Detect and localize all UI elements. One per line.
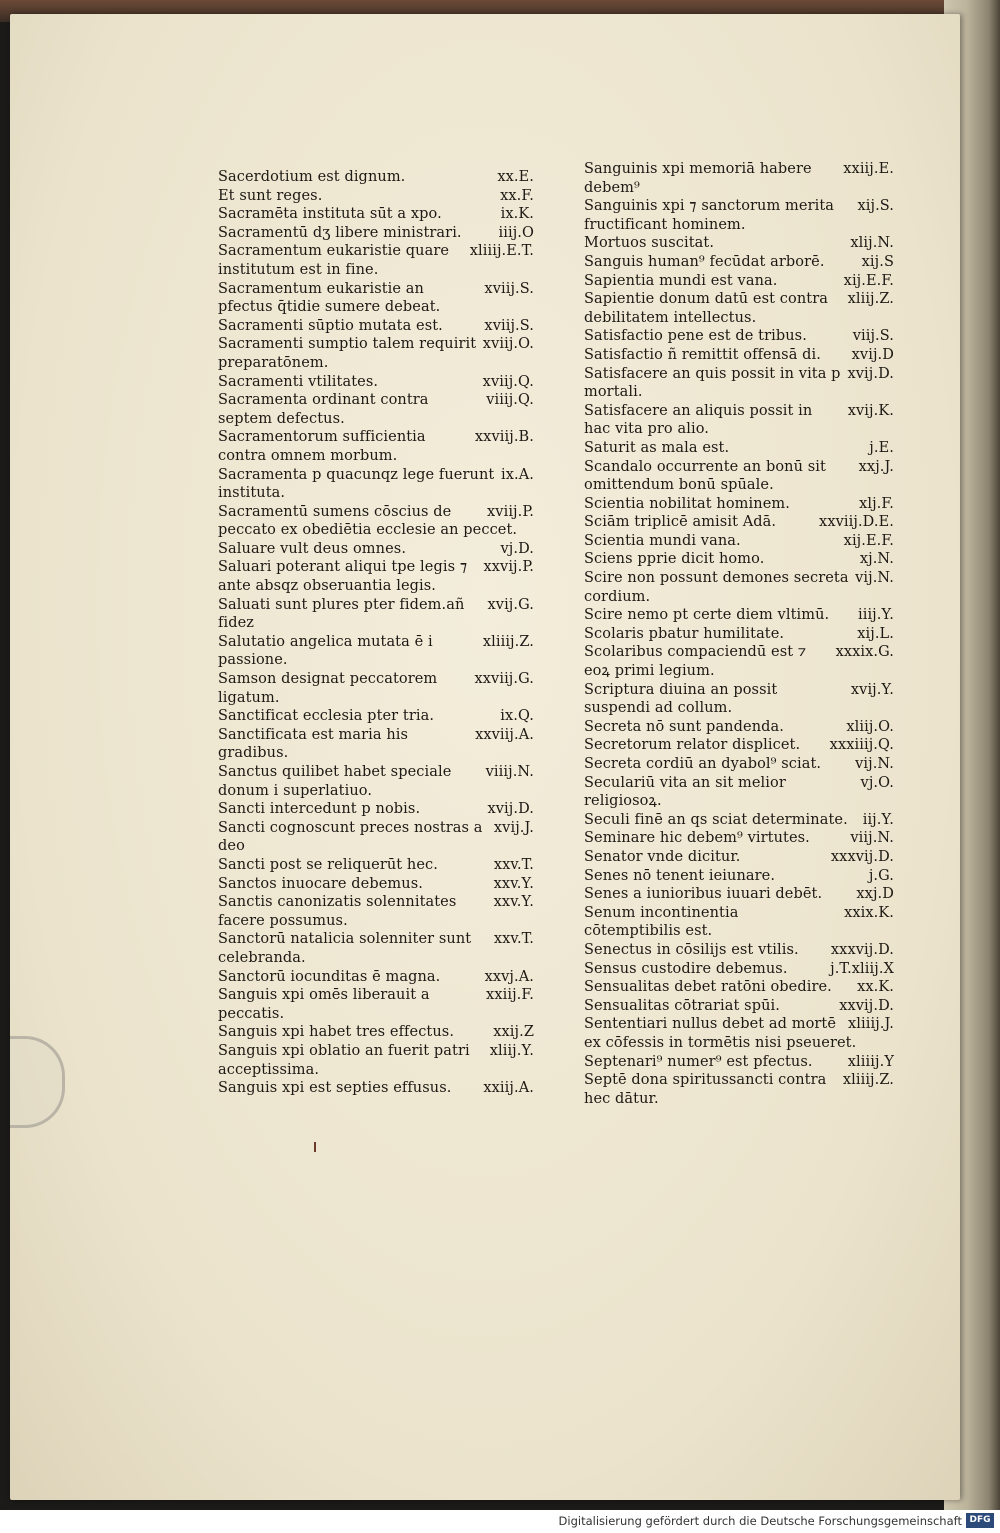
- index-entry: [218, 558, 534, 595]
- index-entry: [584, 885, 894, 904]
- entry-reference: xxxix.G.: [835, 644, 894, 661]
- entry-reference: j.G.: [868, 867, 894, 884]
- ink-mark: [314, 1142, 316, 1152]
- index-entry: [584, 197, 894, 234]
- entry-reference: xvij.K.: [847, 402, 894, 419]
- index-entry: [218, 168, 534, 187]
- entry-reference: xxj.J.: [858, 458, 894, 475]
- entry-reference: xxviij.B.: [474, 429, 534, 446]
- entry-reference: xxvij.P.: [483, 559, 534, 576]
- entry-text: Scolaris pbatur humilitate.: [584, 625, 785, 642]
- entry-text: Senectus in cōsilijs est vtilis.: [584, 941, 799, 958]
- index-entry: [584, 625, 894, 644]
- index-entry: [584, 1015, 894, 1052]
- entry-text: Sanguinis xpi memoriā habere debem⁹: [584, 161, 812, 196]
- entry-reference: j.E.: [869, 439, 894, 456]
- index-entry: [584, 755, 894, 774]
- index-entry: [584, 569, 894, 606]
- index-entry: [584, 848, 894, 867]
- entry-reference: xx.K.: [857, 979, 894, 996]
- index-entry: [218, 391, 534, 428]
- index-entry: [584, 867, 894, 886]
- index-entry: [218, 819, 534, 856]
- entry-text: Sacramentū sumens cōscius de peccato ex obediētia ecclesie an peccet.: [218, 503, 518, 539]
- index-entry: [218, 1023, 534, 1042]
- index-entry: [584, 458, 894, 495]
- entry-text: Sacramenti sūptio mutata est.: [218, 317, 443, 334]
- index-entry: [218, 726, 534, 763]
- index-entry: [218, 205, 534, 224]
- index-entry: [218, 280, 534, 317]
- entry-reference: xij.L.: [857, 625, 894, 642]
- index-entry: [584, 253, 894, 272]
- entry-text: Secreta nō sunt pandenda.: [584, 718, 784, 735]
- index-entry: [584, 681, 894, 718]
- entry-text: Sacramenta p quacunqz lege fuerunt instituta.: [218, 466, 495, 502]
- entry-text: Et sunt reges.: [218, 187, 323, 204]
- index-entry: [218, 224, 534, 243]
- entry-reference: xj.N.: [859, 551, 894, 568]
- entry-text: Sanctificata est maria his gradibus.: [218, 726, 409, 762]
- entry-text: Sciām triplicē amisit Adā.: [584, 514, 777, 531]
- entry-text: Sanguis xpi oblatio an fuerit patri acceptissima.: [218, 1042, 470, 1078]
- entry-text: Scire nemo pt certe diem vltimū.: [584, 607, 830, 624]
- entry-text: Sanctus quilibet habet speciale donum i superlatiuo.: [218, 764, 452, 799]
- index-entry: [218, 242, 534, 279]
- entry-text: Senum incontinentia cōtemptibilis est.: [584, 904, 739, 940]
- entry-text: Sacramenti vtilitates.: [218, 373, 379, 390]
- entry-text: Scire non possunt demones secreta cordium.: [584, 570, 849, 605]
- footer-credit: Digitalisierung gefördert durch die Deutsche Forschungsgemeinschaft: [558, 1514, 962, 1528]
- entry-reference: xxij.Z: [493, 1024, 534, 1041]
- entry-text: Sanguis human⁹ fecūdat arborē.: [584, 253, 825, 270]
- entry-reference: viij.N.: [850, 830, 894, 847]
- index-entry: [584, 327, 894, 346]
- page-clip: [10, 1036, 65, 1128]
- index-entry: [584, 978, 894, 997]
- entry-text: Saluari poterant aliqui tpe legis ⁊ ante absqz obseruantia legis.: [218, 559, 468, 595]
- index-entry: [584, 736, 894, 755]
- entry-text: Sensualitas debet ratōni obedire.: [584, 979, 832, 996]
- index-column-right: [584, 160, 894, 1108]
- index-entry: [218, 596, 534, 633]
- index-entry: [218, 893, 534, 930]
- entry-text: Scandalo occurrente an bonū sit omittendum bonū spūale.: [584, 458, 826, 494]
- entry-text: Sensus custodire debemus.: [584, 960, 788, 977]
- entry-reference: xxv.T.: [493, 931, 534, 948]
- entry-text: Sanctorū iocunditas ē magna.: [218, 968, 441, 985]
- entry-reference: ix.K.: [500, 206, 534, 223]
- entry-reference: xxiij.E.: [843, 161, 894, 177]
- entry-reference: xxiij.A.: [483, 1080, 534, 1097]
- index-entry: [584, 1053, 894, 1072]
- entry-reference: xliiij.Y: [847, 1053, 894, 1070]
- index-entry: [584, 829, 894, 848]
- entry-text: Scientia mundi vana.: [584, 532, 741, 549]
- entry-reference: ix.A.: [500, 466, 534, 483]
- index-entry: [218, 800, 534, 819]
- entry-text: Saluati sunt plures pter fidem.añ fidez: [218, 596, 465, 632]
- index-entry: [218, 707, 534, 726]
- entry-text: Sanguinis xpi ⁊ sanctorum merita fructificant hominem.: [584, 198, 835, 233]
- entry-reference: xviij.P.: [487, 503, 534, 520]
- dfg-logo: DFG: [966, 1513, 994, 1528]
- entry-text: Mortuos suscitat.: [584, 235, 715, 252]
- entry-text: Sacramēta instituta sūt a xpo.: [218, 206, 442, 223]
- entry-text: Sanctis canonizatis solennitates facere possumus.: [218, 894, 457, 929]
- entry-text: Sapientia mundi est vana.: [584, 272, 778, 289]
- entry-reference: xliij.O.: [846, 718, 894, 735]
- entry-text: Sancti post se reliquerūt hec.: [218, 856, 438, 873]
- entry-reference: xxviij.D.E.: [819, 514, 894, 531]
- entry-text: Sacramentū dʒ libere ministrari.: [218, 224, 462, 241]
- index-entry: [218, 1079, 534, 1098]
- index-entry: [218, 466, 534, 503]
- entry-reference: xx.F.: [500, 187, 534, 204]
- entry-text: Sciens pprie dicit homo.: [584, 551, 765, 568]
- index-entry: [584, 606, 894, 625]
- entry-text: Salutatio angelica mutata ē i passione.: [218, 633, 433, 669]
- entry-reference: xvij.Y.: [850, 681, 894, 698]
- entry-reference: xvij.J.: [493, 819, 534, 836]
- entry-reference: xliiij.J.: [847, 1016, 894, 1033]
- entry-text: Sanctos inuocare debemus.: [218, 875, 423, 892]
- entry-text: Sanguis xpi habet tres effectus.: [218, 1024, 455, 1041]
- entry-text: Sanctificat ecclesia pter tria.: [218, 708, 435, 725]
- entry-text: Satisfactio ñ remittit offensā di.: [584, 346, 821, 363]
- entry-text: Satisfacere an aliquis possit in hac vita pro alio.: [584, 402, 813, 438]
- entry-reference: iij.Y.: [862, 811, 894, 828]
- entry-text: Sancti cognoscunt preces nostras a deo: [218, 819, 483, 855]
- entry-text: Saturit as mala est.: [584, 439, 730, 456]
- entry-reference: xvij.D: [851, 346, 894, 363]
- footer-bar: [0, 1510, 1000, 1533]
- entry-text: Satisfactio pene est de tribus.: [584, 328, 807, 345]
- index-entry: [584, 550, 894, 569]
- entry-reference: xij.S: [861, 253, 894, 270]
- entry-text: Sacramentorum sufficientia contra omnem morbum.: [218, 429, 426, 464]
- entry-reference: vj.O.: [860, 774, 894, 791]
- entry-reference: xviij.O.: [482, 336, 534, 353]
- index-entry: [584, 718, 894, 737]
- entry-reference: xliij.Z.: [847, 291, 894, 308]
- entry-reference: xxvij.D.: [839, 997, 894, 1014]
- entry-reference: xxv.Y.: [493, 894, 534, 911]
- entry-reference: vj.D.: [500, 540, 534, 557]
- index-entry: [584, 346, 894, 365]
- entry-text: Secreta cordiū an dyabol⁹ sciat.: [584, 756, 822, 772]
- index-entry: [584, 439, 894, 458]
- entry-reference: xxvj.A.: [484, 968, 534, 985]
- entry-reference: vij.N.: [855, 756, 894, 772]
- index-column-left: [218, 168, 534, 1098]
- entry-reference: xlij.N.: [850, 235, 894, 252]
- entry-text: Samson designat peccatorem ligatum.: [218, 671, 438, 706]
- entry-reference: ix.Q.: [500, 708, 534, 725]
- entry-text: Sanctorū natalicia solenniter sunt celebranda.: [218, 931, 472, 966]
- index-entry: [584, 1071, 894, 1108]
- entry-reference: xij.S.: [857, 198, 894, 215]
- entry-reference: viij.S.: [852, 328, 894, 345]
- entry-text: Seculariū vita an sit melior religiosoꝝ.: [584, 774, 786, 810]
- entry-reference: xxxvij.D.: [830, 848, 894, 865]
- entry-reference: xxv.T.: [493, 856, 534, 873]
- entry-reference: xxxiiij.Q.: [829, 737, 894, 754]
- entry-reference: xviij.S.: [484, 280, 534, 297]
- entry-reference: xxviij.A.: [475, 726, 534, 743]
- index-entry: [584, 941, 894, 960]
- entry-reference: xxv.Y.: [493, 875, 534, 892]
- entry-reference: xvij.D.: [847, 365, 894, 382]
- entry-text: Scriptura diuina an possit suspendi ad collum.: [584, 681, 778, 717]
- entry-reference: iiij.O: [498, 224, 534, 241]
- index-entry: [218, 968, 534, 987]
- entry-reference: xxix.K.: [844, 904, 894, 921]
- entry-text: Satisfacere an quis possit in vita p mortali.: [584, 365, 841, 401]
- entry-text: Senes a iunioribus iuuari debēt.: [584, 886, 823, 903]
- entry-reference: xliiij.Z.: [482, 633, 534, 650]
- entry-text: Secretorum relator displicet.: [584, 737, 801, 754]
- entry-reference: xviij.S.: [484, 317, 534, 334]
- index-entry: [584, 160, 894, 197]
- entry-reference: xvij.D.: [487, 801, 534, 818]
- entry-text: Sancti intercedunt p nobis.: [218, 801, 421, 818]
- entry-text: Sacramentum eukaristie an pfectus q̄tidie sumere debeat.: [218, 280, 441, 316]
- index-entry: [218, 875, 534, 894]
- index-entry: [584, 774, 894, 811]
- entry-reference: viiij.N.: [485, 764, 534, 780]
- entry-reference: xliiij.Z.: [842, 1072, 894, 1089]
- index-entry: [584, 272, 894, 291]
- index-entry: [218, 503, 534, 540]
- entry-reference: xxxvij.D.: [830, 941, 894, 958]
- index-entry: [218, 670, 534, 707]
- entry-text: Sententiari nullus debet ad mortē ex cōfessis in tormētis nisi pseueret.: [584, 1016, 857, 1051]
- entry-reference: xviij.Q.: [482, 373, 534, 390]
- entry-text: Septenari⁹ numer⁹ est pfectus.: [584, 1053, 813, 1070]
- index-entry: [218, 373, 534, 392]
- entry-text: Sanguis xpi est septies effusus.: [218, 1080, 452, 1097]
- entry-reference: xij.E.F.: [843, 532, 894, 549]
- index-entry: [584, 532, 894, 551]
- entry-text: Sanguis xpi omēs liberauit a peccatis.: [218, 987, 430, 1022]
- index-entry: [584, 290, 894, 327]
- entry-text: Sacerdotium est dignum.: [218, 169, 406, 185]
- entry-text: Sapientie donum datū est contra debilitatem intellectus.: [584, 291, 828, 326]
- entry-reference: xvij.G.: [487, 596, 534, 613]
- entry-reference: xliiij.E.T.: [469, 243, 534, 260]
- entry-text: Seminare hic debem⁹ virtutes.: [584, 830, 810, 847]
- index-entry: [584, 811, 894, 830]
- index-entry: [584, 495, 894, 514]
- index-entry: [218, 1042, 534, 1079]
- entry-text: Senator vnde dicitur.: [584, 848, 741, 865]
- entry-reference: viiij.Q.: [486, 392, 534, 409]
- entry-reference: vij.N.: [855, 570, 894, 587]
- entry-reference: xlj.F.: [859, 495, 894, 512]
- entry-reference: xxj.D: [856, 886, 894, 903]
- entry-text: Sacramenti sumptio talem requirit preparatōnem.: [218, 336, 477, 371]
- entry-reference: iiij.Y.: [857, 607, 894, 624]
- entry-reference: j.T.xliij.X: [830, 960, 894, 977]
- index-entry: [584, 904, 894, 941]
- entry-reference: xxviij.G.: [474, 671, 534, 688]
- entry-text: Sacramentum eukaristie quare institutum est in fine.: [218, 243, 450, 278]
- entry-reference: xxiij.F.: [486, 987, 534, 1004]
- entry-text: Senes nō tenent ieiunare.: [584, 867, 776, 884]
- entry-text: Seculi finē an qs sciat determinate.: [584, 811, 848, 828]
- index-entry: [218, 633, 534, 670]
- entry-reference: xij.E.F.: [843, 272, 894, 289]
- entry-text: Scientia nobilitat hominem.: [584, 495, 790, 512]
- index-entry: [218, 317, 534, 336]
- entry-text: Sacramenta ordinant contra septem defectus.: [218, 392, 429, 427]
- index-entry: [218, 986, 534, 1023]
- entry-reference: xx.E.: [497, 169, 534, 185]
- entry-text: Septē dona spiritussancti contra hec dātur.: [584, 1072, 827, 1107]
- index-entry: [218, 763, 534, 800]
- index-entry: [218, 856, 534, 875]
- index-entry: [584, 643, 894, 680]
- index-entry: [584, 365, 894, 402]
- entry-text: Scolaribus compaciendū est ⁊ eoꝝ primi legium.: [584, 644, 807, 680]
- index-entry: [584, 513, 894, 532]
- index-entry: [218, 428, 534, 465]
- entry-text: Saluare vult deus omnes.: [218, 540, 407, 557]
- index-entry: [218, 540, 534, 559]
- index-entry: [584, 402, 894, 439]
- index-entry: [218, 335, 534, 372]
- index-entry: [218, 930, 534, 967]
- index-entry: [584, 234, 894, 253]
- entry-reference: xliij.Y.: [489, 1042, 534, 1059]
- entry-text: Sensualitas cōtrariat spūi.: [584, 997, 780, 1014]
- index-entry: [584, 997, 894, 1016]
- index-entry: [584, 960, 894, 979]
- index-entry: [218, 187, 534, 206]
